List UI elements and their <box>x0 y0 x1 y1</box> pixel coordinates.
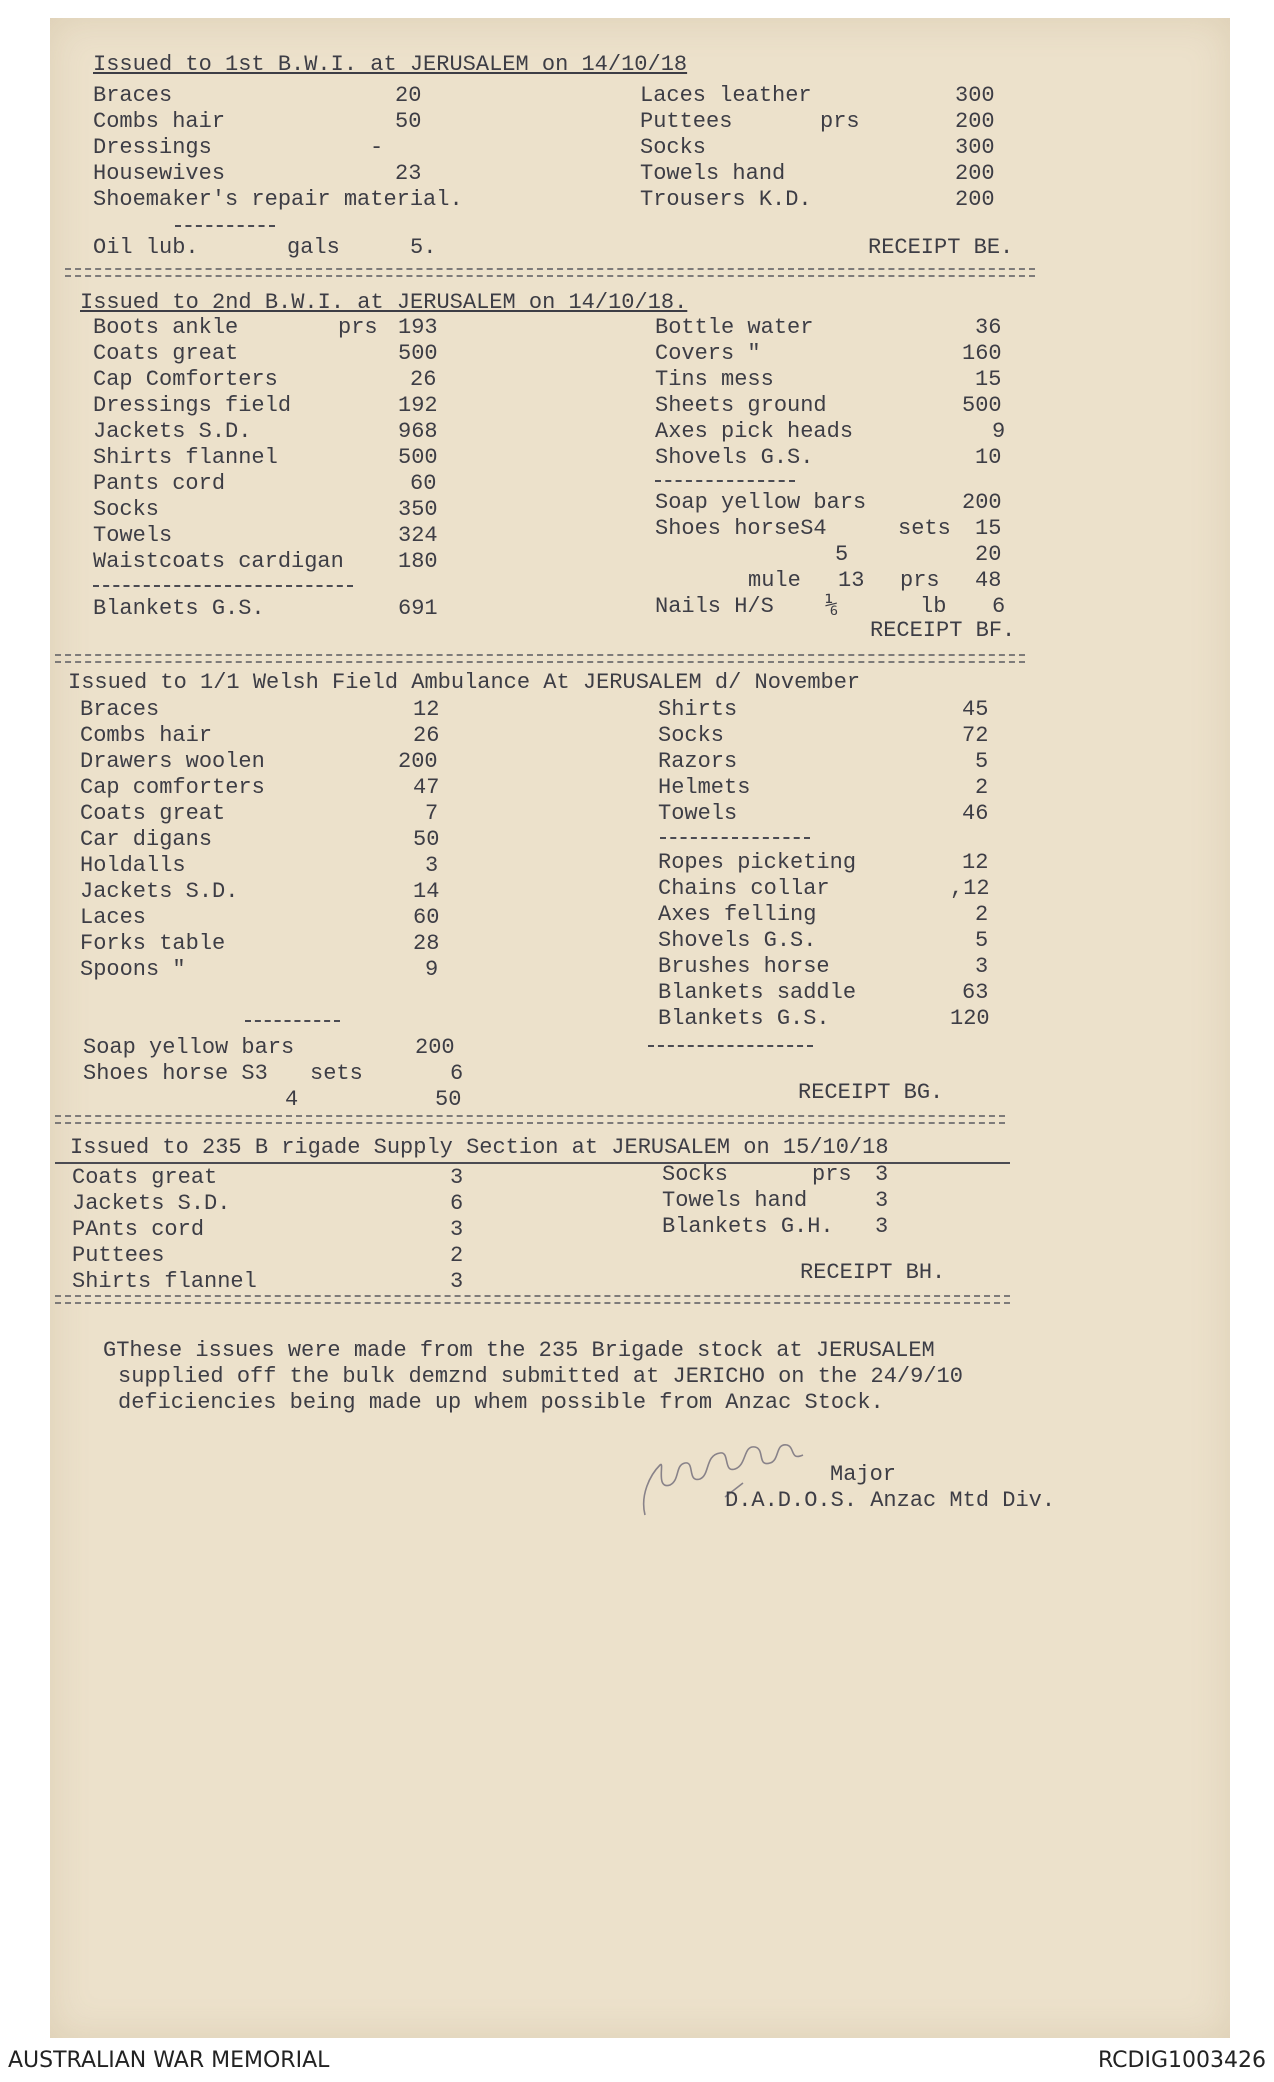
item-name: Forks table <box>80 931 226 956</box>
item-name: Laces <box>80 905 147 930</box>
item-name: Soap yellow bars <box>655 490 867 515</box>
item-name: Towels hand <box>640 161 786 186</box>
receipt-label: RECEIPT BE. <box>868 235 1014 260</box>
item-name: Coats great <box>80 801 226 826</box>
item-name: Drawers woolen <box>80 749 265 774</box>
item-qty: 5 <box>975 928 989 953</box>
item-qty: 192 <box>398 393 438 418</box>
section-title: Issued to 235 B rigade Supply Section at JERUSALEM on 15/10/18 <box>70 1135 889 1160</box>
item-name: Axes felling <box>658 902 817 927</box>
item-name: Soap yellow bars <box>83 1035 295 1060</box>
item-name: Cap Comforters <box>93 367 278 392</box>
item-qty: 72 <box>962 723 989 748</box>
signature-unit: D.A.D.O.S. Anzac Mtd Div. <box>725 1488 1056 1513</box>
note-line: GThese issues were made from the 235 Brigade stock at JERUSALEM <box>103 1338 935 1363</box>
section-divider <box>55 1295 1010 1304</box>
item-qty: 15 <box>975 367 1002 392</box>
item-name: Coats great <box>72 1165 218 1190</box>
item-name: Combs hair <box>93 109 226 134</box>
item-qty: 23 <box>395 161 422 186</box>
footer-institution: AUSTRALIAN WAR MEMORIAL <box>8 2048 330 2073</box>
item-qty: 350 <box>398 497 438 522</box>
receipt-label: RECEIPT BF. <box>870 618 1016 643</box>
item-name: Spoons " <box>80 957 186 982</box>
item-name: Shoemaker's repair material. <box>93 187 463 212</box>
item-qty: 968 <box>398 419 438 444</box>
divider <box>655 480 795 482</box>
item-qty: 324 <box>398 523 438 548</box>
item-name: Razors <box>658 749 738 774</box>
item-qty: 2 <box>450 1243 464 1268</box>
item-qty: 500 <box>398 341 438 366</box>
item-name: Dressings field <box>93 393 292 418</box>
section-title: Issued to 2nd B.W.I. at JERUSALEM on 14/10/18. <box>80 290 688 315</box>
item-unit: prs <box>820 109 860 134</box>
item-name: Jackets S.D. <box>72 1191 231 1216</box>
item-name: Socks <box>93 497 160 522</box>
item-name: mule <box>748 568 801 593</box>
item-name: Coats great <box>93 341 239 366</box>
item-qty: 3 <box>450 1217 464 1242</box>
item-qty: 14 <box>413 879 440 904</box>
item-qty: 3 <box>875 1214 889 1239</box>
item-qty: 120 <box>950 1006 990 1031</box>
item-name: Sheets ground <box>655 393 827 418</box>
item-name: Boots ankle <box>93 315 239 340</box>
item-qty: 45 <box>962 697 989 722</box>
item-unit: prs <box>338 315 378 340</box>
item-name: Jackets S.D. <box>93 419 252 444</box>
item-qty: 26 <box>413 723 440 748</box>
item-qty: 60 <box>410 471 437 496</box>
item-name: Blankets saddle <box>658 980 857 1005</box>
item-qty: 12 <box>962 850 989 875</box>
item-qty: 60 <box>413 905 440 930</box>
item-fraction: ⅙ <box>825 594 839 619</box>
item-name: Covers " <box>655 341 761 366</box>
section-divider <box>55 654 1025 663</box>
item-unit: sets <box>898 516 951 541</box>
title-underline <box>55 1162 1010 1164</box>
item-qty: 3 <box>425 853 439 878</box>
item-qty: 6 <box>992 594 1006 619</box>
item-qty: 3 <box>875 1188 889 1213</box>
item-qty: 180 <box>398 549 438 574</box>
item-name: Housewives <box>93 161 226 186</box>
item-qty: 10 <box>975 445 1002 470</box>
item-qty: 9 <box>992 419 1006 444</box>
item-name: PAnts cord <box>72 1217 205 1242</box>
item-qty: 50 <box>395 109 422 134</box>
item-qty: 200 <box>955 109 995 134</box>
item-name: Shovels G.S. <box>658 928 817 953</box>
item-name: Jackets S.D. <box>80 879 239 904</box>
item-name: Braces <box>93 83 173 108</box>
item-name: Shoes horseS4 <box>655 516 827 541</box>
item-name: Bottle water <box>655 315 814 340</box>
item-qty: 63 <box>962 980 989 1005</box>
section-title: Issued to 1st B.W.I. at JERUSALEM on 14/10/18 <box>93 52 688 77</box>
item-name: Towels <box>658 801 738 826</box>
item-qty: 3 <box>875 1162 889 1187</box>
item-name: Combs hair <box>80 723 213 748</box>
item-name: Car digans <box>80 827 213 852</box>
item-qty: 2 <box>975 902 989 927</box>
item-name: Socks <box>640 135 707 160</box>
section-divider <box>65 268 1035 277</box>
item-qty: 50 <box>413 827 440 852</box>
item-name: Towels hand <box>662 1188 808 1213</box>
divider <box>245 1020 340 1022</box>
item-qty: 300 <box>955 135 995 160</box>
note-line: deficiencies being made up whem possible from Anzac Stock. <box>118 1390 884 1415</box>
divider <box>93 585 353 587</box>
divider <box>648 1045 813 1047</box>
item-qty: 20 <box>975 542 1002 567</box>
item-name: Chains collar <box>658 876 830 901</box>
item-name: Braces <box>80 697 160 722</box>
item-qty: 3 <box>450 1269 464 1294</box>
item-name: Puttees <box>72 1243 165 1268</box>
item-unit: prs <box>900 568 940 593</box>
item-qty: 6 <box>450 1061 464 1086</box>
note-line: supplied off the bulk demznd submitted at JERICHO on the 24/9/10 <box>118 1364 963 1389</box>
item-qty: 9 <box>425 957 439 982</box>
item-name: Brushes horse <box>658 954 830 979</box>
item-unit: sets <box>310 1061 363 1086</box>
signature-rank: Major <box>830 1462 897 1487</box>
item-qty: - <box>370 135 384 160</box>
item-qty: 160 <box>962 341 1002 366</box>
item-name: Shoes horse S3 <box>83 1061 268 1086</box>
item-name: Pants cord <box>93 471 226 496</box>
item-qty: 193 <box>398 315 438 340</box>
item-qty: 3 <box>450 1165 464 1190</box>
section-title: Issued to 1/1 Welsh Field Ambulance At JERUSALEM d/ November <box>68 670 861 695</box>
item-name: Ropes picketing <box>658 850 857 875</box>
item-qty: 5. <box>410 235 437 260</box>
item-qty: 7 <box>425 801 439 826</box>
footer-reference-code: RCDIG1003426 <box>1097 2048 1266 2073</box>
item-name: Holdalls <box>80 853 186 878</box>
item-name: Laces leather <box>640 83 812 108</box>
item-size: 4 <box>285 1087 299 1112</box>
item-name: Blankets G.S. <box>658 1006 830 1031</box>
item-name: Socks <box>662 1162 729 1187</box>
item-name: Socks <box>658 723 725 748</box>
item-qty: 200 <box>415 1035 455 1060</box>
item-qty: 28 <box>413 931 440 956</box>
receipt-label: RECEIPT BG. <box>798 1080 944 1105</box>
item-name: Shirts flannel <box>93 445 278 470</box>
item-qty: 300 <box>955 83 995 108</box>
item-name: Puttees <box>640 109 733 134</box>
item-qty: 12 <box>413 697 440 722</box>
item-unit: prs <box>812 1162 852 1187</box>
item-qty: 200 <box>398 749 438 774</box>
item-qty: 46 <box>962 801 989 826</box>
item-name: Towels <box>93 523 173 548</box>
divider <box>660 837 810 839</box>
divider <box>175 225 275 227</box>
item-unit: gals <box>287 235 340 260</box>
item-name: Tins mess <box>655 367 774 392</box>
item-name: Nails H/S <box>655 594 774 619</box>
item-qty: 20 <box>395 83 422 108</box>
item-name: Shirts <box>658 697 738 722</box>
item-qty: ,12 <box>950 876 990 901</box>
item-qty: 200 <box>955 187 995 212</box>
item-name: Shovels G.S. <box>655 445 814 470</box>
item-qty: 36 <box>975 315 1002 340</box>
item-name: Blankets G.S. <box>93 596 265 621</box>
item-qty: 500 <box>962 393 1002 418</box>
item-unit: lb <box>920 594 947 619</box>
item-qty: 3 <box>975 954 989 979</box>
item-qty: 48 <box>975 568 1002 593</box>
item-qty: 500 <box>398 445 438 470</box>
item-name: Helmets <box>658 775 751 800</box>
receipt-label: RECEIPT BH. <box>800 1260 946 1285</box>
item-name: Trousers K.D. <box>640 187 812 212</box>
item-qty: 2 <box>975 775 989 800</box>
item-name: Oil lub. <box>93 235 199 260</box>
item-qty: 5 <box>975 749 989 774</box>
item-qty: 6 <box>450 1191 464 1216</box>
item-qty: 200 <box>955 161 995 186</box>
item-name: Shirts flannel <box>72 1269 257 1294</box>
item-qty: 691 <box>398 596 438 621</box>
item-name: Waistcoats cardigan <box>93 549 344 574</box>
item-name: Axes pick heads <box>655 419 854 444</box>
item-name: Blankets G.H. <box>662 1214 834 1239</box>
item-name: Cap comforters <box>80 775 265 800</box>
item-qty: 26 <box>410 367 437 392</box>
item-qty: 200 <box>962 490 1002 515</box>
item-name: Dressings <box>93 135 212 160</box>
item-qty: 47 <box>413 775 440 800</box>
item-qty: 50 <box>435 1087 462 1112</box>
section-divider <box>55 1115 1005 1124</box>
item-qty: 15 <box>975 516 1002 541</box>
item-size: 5 <box>835 542 849 567</box>
item-size: 13 <box>838 568 865 593</box>
